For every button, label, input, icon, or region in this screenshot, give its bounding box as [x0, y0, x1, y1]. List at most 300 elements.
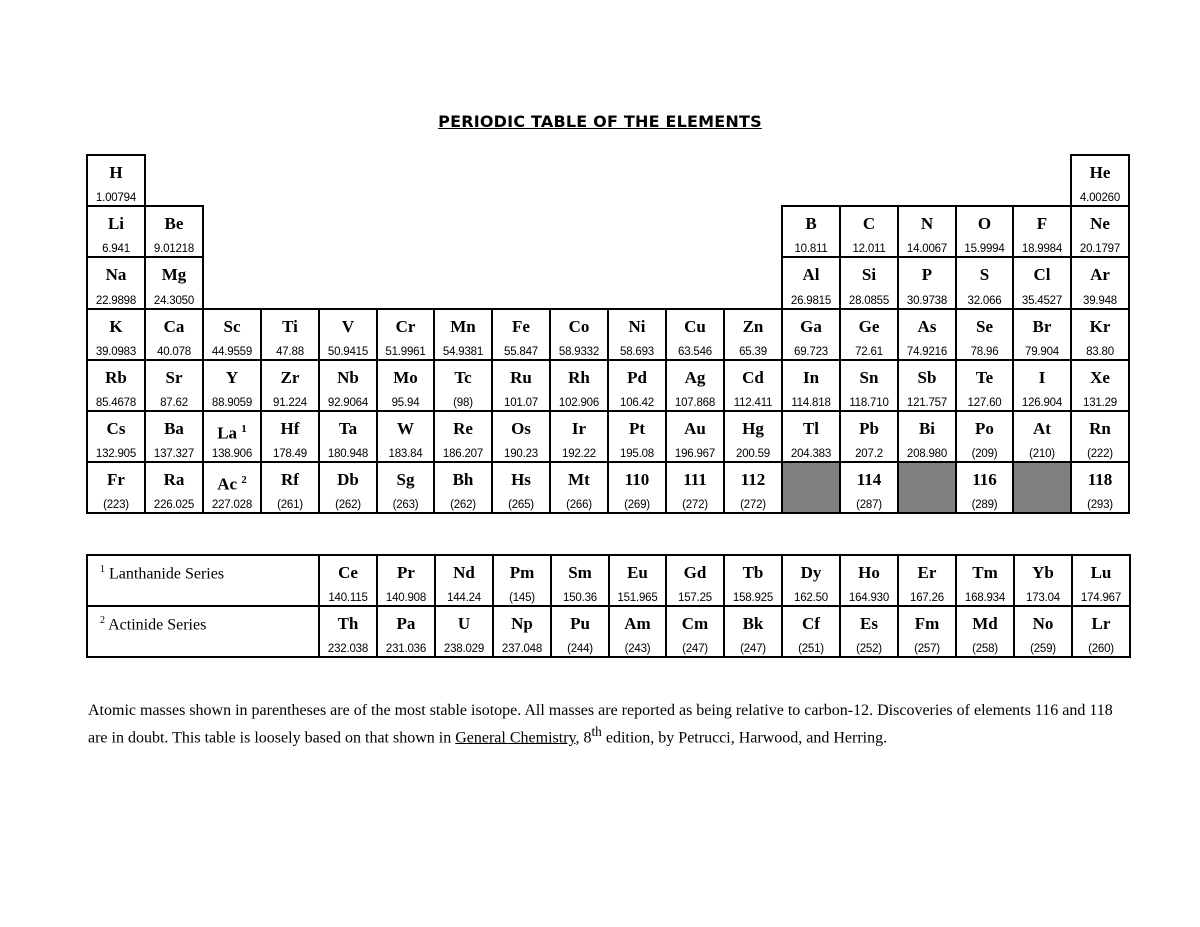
- atomic-mass: 1.00794: [95, 192, 137, 204]
- element-symbol: Sb: [917, 368, 937, 387]
- element-cell-tm: [955, 554, 1015, 607]
- atomic-mass: 127.60: [967, 397, 1002, 409]
- element-symbol: Es: [860, 614, 878, 633]
- element-cell-au: [665, 410, 725, 463]
- element-cell-ga: [781, 308, 841, 361]
- atomic-mass: 9.01218: [153, 243, 195, 255]
- element-symbol: Ni: [628, 317, 646, 336]
- element-cell-in: [781, 359, 841, 412]
- element-cell-w: [376, 410, 435, 463]
- element-cell-as: [897, 308, 957, 361]
- atomic-mass: 54.9381: [442, 346, 484, 358]
- element-cell-ti: [260, 308, 320, 361]
- atomic-mass: (287): [856, 499, 882, 511]
- element-cell-fr: [86, 461, 146, 514]
- element-symbol: Ge: [858, 317, 880, 336]
- atomic-mass: 167.26: [910, 592, 944, 604]
- element-cell-cu: [665, 308, 725, 361]
- atomic-mass: 192.22: [562, 448, 596, 460]
- atomic-mass: 85.4678: [95, 397, 137, 409]
- element-symbol: Be: [164, 214, 184, 233]
- lanthanide-series-label: $^1$ Lanthanide Series: [86, 554, 320, 607]
- atomic-mass: 157.25: [678, 592, 712, 604]
- atomic-mass: 232.038: [327, 643, 369, 655]
- element-symbol: Cu: [684, 317, 706, 336]
- element-cell-112: [723, 461, 783, 514]
- atomic-mass: 186.207: [442, 448, 484, 460]
- element-cell-ru: [491, 359, 551, 412]
- empty-shaded-cell: [1012, 461, 1072, 514]
- element-cell-tc: [433, 359, 493, 412]
- element-symbol: Db: [337, 470, 359, 489]
- atomic-mass: (210): [1029, 448, 1055, 460]
- element-cell-y: [202, 359, 262, 412]
- atomic-mass: 237.048: [501, 643, 543, 655]
- element-cell-ac: [202, 461, 262, 514]
- element-cell-at: [1012, 410, 1072, 463]
- element-cell-bh: [433, 461, 493, 514]
- element-symbol: Cm: [681, 614, 709, 633]
- element-symbol: Ba: [164, 419, 184, 438]
- element-symbol: 111: [683, 470, 707, 489]
- atomic-mass: (259): [1030, 643, 1056, 655]
- element-symbol: Po: [975, 419, 994, 438]
- element-cell-sn: [839, 359, 899, 412]
- atomic-mass: 91.224: [273, 397, 307, 409]
- element-symbol: Th: [337, 614, 359, 633]
- atomic-mass: 168.934: [964, 592, 1006, 604]
- element-cell-ra: [144, 461, 204, 514]
- element-cell-kr: [1070, 308, 1130, 361]
- atomic-mass: 131.29: [1083, 397, 1117, 409]
- element-cell-pa: [376, 605, 436, 658]
- element-symbol: W: [397, 419, 414, 438]
- element-cell-co: [549, 308, 609, 361]
- element-cell-k: [86, 308, 146, 361]
- atomic-mass: 47.88: [276, 346, 304, 358]
- element-cell-ni: [607, 308, 667, 361]
- element-symbol: Co: [568, 317, 590, 336]
- atomic-mass: 39.0983: [95, 346, 137, 358]
- element-cell-al: [781, 256, 841, 310]
- element-cell-mo: [376, 359, 435, 412]
- atomic-mass: 30.9738: [906, 295, 948, 307]
- atomic-mass: 174.967: [1080, 592, 1122, 604]
- element-cell-cr: [376, 308, 435, 361]
- element-symbol: Al: [802, 265, 820, 284]
- element-cell-ne: [1070, 205, 1130, 258]
- element-cell-110: [607, 461, 667, 514]
- atomic-mass: 227.028: [211, 499, 253, 511]
- element-symbol: Er: [917, 563, 937, 582]
- element-symbol: Tb: [742, 563, 764, 582]
- element-symbol: Ta: [338, 419, 358, 438]
- element-symbol: Tm: [972, 563, 998, 582]
- element-cell-ar: [1070, 256, 1130, 310]
- atomic-mass: 132.905: [95, 448, 137, 460]
- atomic-mass: 102.906: [558, 397, 600, 409]
- element-symbol: B: [805, 214, 817, 233]
- element-symbol: Ac $^2$: [217, 474, 247, 494]
- atomic-mass: 196.967: [674, 448, 716, 460]
- element-symbol: Rn: [1089, 419, 1111, 438]
- element-cell-114: [839, 461, 899, 514]
- element-symbol: Re: [453, 419, 473, 438]
- element-symbol: Y: [225, 368, 239, 387]
- element-cell-ag: [665, 359, 725, 412]
- atomic-mass: (260): [1088, 643, 1114, 655]
- empty-shaded-cell: [781, 461, 841, 514]
- element-symbol: Si: [861, 265, 877, 284]
- element-cell-sr: [144, 359, 204, 412]
- element-cell-cl: [1012, 256, 1072, 310]
- atomic-mass: 140.908: [385, 592, 427, 604]
- element-symbol: 114: [856, 470, 882, 489]
- atomic-mass: (252): [856, 643, 882, 655]
- atomic-mass: 20.1797: [1079, 243, 1121, 255]
- atomic-mass: 50.9415: [327, 346, 369, 358]
- atomic-mass: 238.029: [443, 643, 485, 655]
- element-symbol: Pd: [627, 368, 647, 387]
- element-cell-c: [839, 205, 899, 258]
- element-symbol: K: [109, 317, 123, 336]
- element-symbol: Cl: [1033, 265, 1051, 284]
- atomic-mass: 107.868: [674, 397, 716, 409]
- atomic-mass: 95.94: [391, 397, 420, 409]
- element-symbol: Ti: [282, 317, 298, 336]
- atomic-mass: 58.9332: [558, 346, 600, 358]
- atomic-mass: 164.930: [848, 592, 890, 604]
- atomic-mass: 101.07: [504, 397, 538, 409]
- element-cell-tb: [723, 554, 783, 607]
- element-cell-ce: [318, 554, 378, 607]
- element-symbol: Cs: [106, 419, 126, 438]
- element-cell-er: [897, 554, 957, 607]
- element-cell-bi: [897, 410, 957, 463]
- element-symbol: Rf: [281, 470, 299, 489]
- element-cell-xe: [1070, 359, 1130, 412]
- atomic-mass: 173.04: [1026, 592, 1060, 604]
- element-symbol: Md: [972, 614, 998, 633]
- element-cell-hf: [260, 410, 320, 463]
- element-cell-db: [318, 461, 378, 514]
- atomic-mass: 190.23: [504, 448, 538, 460]
- atomic-mass: 87.62: [160, 397, 188, 409]
- element-symbol: No: [1032, 614, 1054, 633]
- atomic-mass: 58.693: [620, 346, 654, 358]
- page-title: PERIODIC TABLE OF THE ELEMENTS: [438, 112, 762, 131]
- element-symbol: Ho: [858, 563, 880, 582]
- element-cell-111: [665, 461, 725, 514]
- element-cell-lu: [1071, 554, 1131, 607]
- element-cell-md: [955, 605, 1015, 658]
- element-symbol: Te: [975, 368, 994, 387]
- element-cell-li: [86, 205, 146, 258]
- element-symbol: Cd: [742, 368, 764, 387]
- atomic-mass: (293): [1087, 499, 1113, 511]
- atomic-mass: 204.383: [790, 448, 832, 460]
- atomic-mass: (262): [335, 499, 361, 511]
- element-symbol: Rh: [568, 368, 590, 387]
- atomic-mass: 40.078: [157, 346, 191, 358]
- element-symbol: Ne: [1090, 214, 1110, 233]
- atomic-mass: 74.9216: [906, 346, 948, 358]
- element-symbol: Hs: [511, 470, 531, 489]
- element-symbol: Se: [976, 317, 993, 336]
- atomic-mass: (269): [624, 499, 650, 511]
- element-cell-nb: [318, 359, 378, 412]
- atomic-mass: 78.96: [970, 346, 999, 358]
- element-cell-cd: [723, 359, 783, 412]
- element-symbol: O: [977, 214, 992, 233]
- element-symbol: Np: [511, 614, 533, 633]
- element-symbol: Nb: [337, 368, 359, 387]
- element-cell-v: [318, 308, 378, 361]
- element-cell-cm: [665, 605, 725, 658]
- element-cell-sc: [202, 308, 262, 361]
- element-symbol: Ca: [163, 317, 185, 336]
- element-symbol: Pt: [628, 419, 646, 438]
- element-symbol: C: [862, 214, 876, 233]
- atomic-mass: 151.965: [617, 592, 658, 604]
- element-cell-lr: [1071, 605, 1131, 658]
- element-cell-h: [86, 154, 146, 207]
- atomic-mass: 14.0067: [906, 243, 948, 255]
- element-cell-fm: [897, 605, 957, 658]
- element-symbol: Fe: [512, 317, 530, 336]
- element-symbol: V: [341, 317, 355, 336]
- element-cell-116: [955, 461, 1014, 514]
- element-symbol: Mt: [568, 470, 590, 489]
- element-cell-rn: [1070, 410, 1130, 463]
- atomic-mass: 26.9815: [790, 295, 832, 307]
- footnote-text: Atomic masses shown in parentheses are of the most stable isotope. All masses are reported as being relative to carbon-12. Discoveries of elements 116 and 118 are in doubt. This table is loosely based on that shown in General Chemistry, 8th edition, by Petrucci, Harwood, and Herring.: [88, 702, 1113, 747]
- element-symbol: Mn: [450, 317, 476, 336]
- element-cell-pb: [839, 410, 899, 463]
- element-symbol: Fr: [107, 470, 125, 489]
- element-symbol: In: [802, 368, 820, 387]
- atomic-mass: 112.411: [733, 397, 773, 409]
- element-cell-pt: [607, 410, 667, 463]
- element-symbol: Ir: [571, 419, 587, 438]
- element-symbol: Ra: [163, 470, 185, 489]
- element-cell-te: [955, 359, 1014, 412]
- element-symbol: Ag: [684, 368, 706, 387]
- atomic-mass: (266): [566, 499, 592, 511]
- atomic-mass: (262): [450, 499, 476, 511]
- element-symbol: Mo: [393, 368, 418, 387]
- element-cell-pu: [550, 605, 610, 658]
- atomic-mass: 65.39: [739, 346, 767, 358]
- element-cell-ge: [839, 308, 899, 361]
- atomic-mass: (209): [971, 448, 998, 460]
- element-symbol: Sg: [396, 470, 415, 489]
- atomic-mass: (258): [972, 643, 998, 655]
- element-cell-fe: [491, 308, 551, 361]
- element-cell-pr: [376, 554, 436, 607]
- element-cell-no: [1013, 605, 1073, 658]
- element-cell-ho: [839, 554, 899, 607]
- element-symbol: Gd: [683, 563, 707, 582]
- atomic-mass: 51.9961: [385, 346, 426, 358]
- element-cell-ba: [144, 410, 204, 463]
- element-symbol: He: [1089, 163, 1111, 182]
- element-symbol: Kr: [1089, 317, 1111, 336]
- element-cell-cs: [86, 410, 146, 463]
- element-cell-eu: [608, 554, 667, 607]
- element-symbol: Pm: [509, 563, 535, 582]
- element-cell-rf: [260, 461, 320, 514]
- element-cell-tl: [781, 410, 841, 463]
- atomic-mass: 158.925: [732, 592, 774, 604]
- element-symbol: Dy: [800, 563, 822, 582]
- atomic-mass: 118.710: [849, 397, 889, 409]
- element-symbol: Na: [105, 265, 127, 284]
- element-cell-ta: [318, 410, 378, 463]
- element-cell-nd: [434, 554, 494, 607]
- element-cell-hs: [491, 461, 551, 514]
- atomic-mass: 63.546: [678, 346, 712, 358]
- element-cell-sg: [376, 461, 435, 514]
- element-symbol: Pr: [397, 563, 415, 582]
- empty-shaded-cell: [897, 461, 957, 514]
- element-cell-mn: [433, 308, 493, 361]
- atomic-mass: (98): [453, 397, 473, 409]
- element-cell-f: [1012, 205, 1072, 258]
- element-cell-s: [955, 256, 1014, 310]
- atomic-mass: 138.906: [211, 448, 253, 460]
- atomic-mass: 12.011: [852, 243, 886, 255]
- atomic-mass: 150.36: [563, 592, 597, 604]
- element-symbol: Fm: [914, 614, 940, 633]
- element-symbol: Tl: [802, 419, 820, 438]
- element-symbol: N: [920, 214, 934, 233]
- element-symbol: Hg: [742, 419, 764, 438]
- atomic-mass: 79.904: [1025, 346, 1059, 358]
- atomic-mass: 55.847: [504, 346, 538, 358]
- atomic-mass: 226.025: [153, 499, 195, 511]
- element-cell-si: [839, 256, 899, 310]
- element-symbol: Sc: [223, 317, 241, 336]
- element-symbol: Ar: [1090, 265, 1110, 284]
- atomic-mass: 92.9064: [327, 397, 369, 409]
- element-cell-rb: [86, 359, 146, 412]
- element-cell-rh: [549, 359, 609, 412]
- element-cell-yb: [1013, 554, 1073, 607]
- element-cell-he: [1070, 154, 1130, 207]
- element-symbol: 116: [972, 470, 997, 489]
- element-symbol: 118: [1087, 470, 1113, 489]
- element-cell-la: [202, 410, 262, 463]
- atomic-mass: 144.24: [447, 592, 481, 604]
- element-cell-b: [781, 205, 841, 258]
- atomic-mass: (222): [1087, 448, 1113, 460]
- atomic-mass: (263): [392, 499, 419, 511]
- atomic-mass: 35.4527: [1021, 295, 1063, 307]
- atomic-mass: 83.80: [1086, 346, 1114, 358]
- atomic-mass: 183.84: [388, 448, 423, 460]
- atomic-mass: (247): [682, 643, 708, 655]
- element-symbol: Pu: [570, 614, 590, 633]
- element-symbol: Lu: [1090, 563, 1112, 582]
- atomic-mass: 114.818: [791, 397, 831, 409]
- element-symbol: S: [979, 265, 990, 284]
- element-symbol: U: [457, 614, 471, 633]
- atomic-mass: 162.50: [794, 592, 828, 604]
- atomic-mass: 39.948: [1083, 295, 1117, 307]
- element-cell-o: [955, 205, 1014, 258]
- atomic-mass: (289): [971, 499, 998, 511]
- element-cell-br: [1012, 308, 1072, 361]
- atomic-mass: 208.980: [906, 448, 948, 460]
- element-symbol: Br: [1032, 317, 1052, 336]
- element-cell-u: [434, 605, 494, 658]
- element-symbol: Ga: [800, 317, 822, 336]
- element-symbol: Bi: [918, 419, 936, 438]
- element-symbol: Sm: [568, 563, 592, 582]
- element-symbol: Bk: [742, 614, 764, 633]
- atomic-mass: 195.08: [620, 448, 654, 460]
- atomic-mass: 44.9559: [211, 346, 253, 358]
- atomic-mass: (265): [508, 499, 534, 511]
- atomic-mass: (223): [103, 499, 129, 511]
- element-symbol: Au: [684, 419, 706, 438]
- element-cell-n: [897, 205, 957, 258]
- atomic-mass: 140.115: [328, 592, 368, 604]
- element-symbol: F: [1036, 214, 1048, 233]
- atomic-mass: 72.61: [855, 346, 883, 358]
- element-symbol: Cf: [802, 614, 820, 633]
- atomic-mass: 137.327: [153, 448, 195, 460]
- element-cell-p: [897, 256, 957, 310]
- atomic-mass: 121.757: [906, 397, 948, 409]
- atomic-mass: 231.036: [385, 643, 427, 655]
- atomic-mass: 32.066: [967, 295, 1002, 307]
- atomic-mass: 28.0855: [848, 295, 890, 307]
- element-symbol: La $^1$: [217, 423, 247, 443]
- atomic-mass: 180.948: [327, 448, 369, 460]
- element-symbol: Os: [511, 419, 531, 438]
- atomic-mass: (247): [740, 643, 766, 655]
- atomic-mass: 69.723: [794, 346, 828, 358]
- element-symbol: Zr: [280, 368, 300, 387]
- element-symbol: Lr: [1091, 614, 1111, 633]
- atomic-mass: (257): [914, 643, 940, 655]
- atomic-mass: (251): [798, 643, 824, 655]
- element-symbol: Mg: [161, 265, 187, 284]
- element-cell-pd: [607, 359, 667, 412]
- element-cell-hg: [723, 410, 783, 463]
- element-cell-zr: [260, 359, 320, 412]
- atomic-mass: (145): [509, 592, 535, 604]
- atomic-mass: 24.3050: [153, 295, 195, 307]
- element-cell-ca: [144, 308, 204, 361]
- element-cell-na: [86, 256, 146, 310]
- element-symbol: Pa: [396, 614, 416, 633]
- element-cell-th: [318, 605, 378, 658]
- element-symbol: Hf: [280, 419, 300, 438]
- element-symbol: Ru: [510, 368, 532, 387]
- element-symbol: H: [109, 163, 123, 182]
- element-symbol: Yb: [1032, 563, 1054, 582]
- element-cell-118: [1070, 461, 1130, 514]
- element-symbol: 110: [624, 470, 650, 489]
- element-symbol: Cr: [395, 317, 416, 336]
- element-cell-mt: [549, 461, 609, 514]
- element-cell-cf: [781, 605, 841, 658]
- element-cell-re: [433, 410, 493, 463]
- element-symbol: As: [917, 317, 937, 336]
